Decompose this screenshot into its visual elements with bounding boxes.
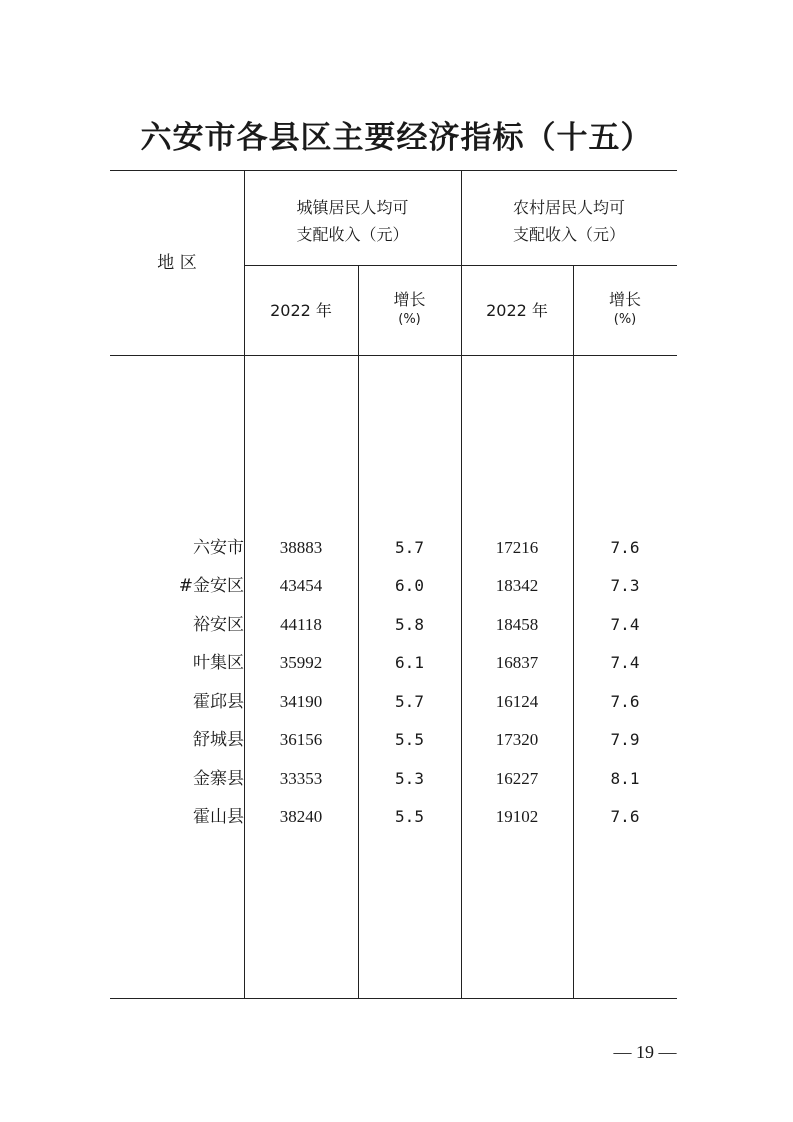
rural-income-cell: 16837 — [495, 653, 539, 672]
rural-growth-cell: 7.4 — [610, 653, 640, 672]
header-rural-growth — [573, 290, 677, 330]
rural-growth-cell: 8.1 — [610, 769, 640, 788]
table-row — [110, 725, 677, 755]
table-row — [110, 571, 677, 601]
header-urban-year: 2022 年 — [270, 301, 332, 320]
header-rural-growth-label: 增长 — [608, 290, 641, 309]
urban-growth-cell: 5.5 — [395, 730, 424, 749]
urban-growth-cell: 5.7 — [395, 538, 424, 557]
region-cell: 霍邱县 — [193, 692, 244, 712]
header-rural-year: 2022 年 — [486, 301, 548, 320]
table-row — [110, 610, 677, 640]
urban-growth-cell: 5.5 — [395, 807, 424, 826]
header-urban-growth — [358, 290, 461, 330]
region-cell: #金安区 — [178, 576, 244, 596]
header-rural-income — [461, 194, 677, 248]
table-top-rule — [110, 170, 677, 171]
table-row — [110, 764, 677, 794]
urban-income-cell: 35992 — [279, 653, 323, 672]
rural-growth-cell: 7.3 — [610, 576, 640, 595]
table-row — [110, 687, 677, 717]
table-row — [110, 802, 677, 832]
rural-income-cell: 17320 — [495, 730, 539, 749]
urban-growth-cell: 6.1 — [395, 653, 424, 672]
table-row — [110, 533, 677, 563]
rural-growth-cell: 7.6 — [610, 692, 640, 711]
region-cell: 裕安区 — [193, 615, 244, 635]
urban-growth-cell: 5.7 — [395, 692, 424, 711]
header-region: 地 区 — [157, 253, 197, 273]
rural-growth-cell: 7.9 — [610, 730, 640, 749]
urban-income-cell: 43454 — [279, 576, 323, 595]
header-urban-growth-unit: (%) — [398, 312, 421, 327]
rural-income-cell: 19102 — [495, 807, 539, 826]
rural-income-cell: 16227 — [495, 769, 539, 788]
urban-income-cell: 34190 — [279, 692, 323, 711]
header-rural-line2: 支配收入（元） — [512, 225, 625, 244]
page-number: — 19 — — [613, 1042, 677, 1062]
rural-income-cell: 17216 — [495, 538, 539, 557]
region-cell: 舒城县 — [193, 730, 244, 750]
header-urban-growth-label: 增长 — [393, 290, 426, 309]
table-bottom-rule — [110, 998, 677, 999]
rural-growth-cell: 7.6 — [610, 538, 640, 557]
header-urban-line2: 支配收入（元） — [296, 225, 409, 244]
table-row — [110, 648, 677, 678]
urban-income-cell: 38883 — [279, 538, 323, 557]
page-title: 六安市各县区主要经济指标（十五） — [140, 120, 653, 156]
urban-growth-cell: 5.8 — [395, 615, 424, 634]
region-cell: 金寨县 — [193, 769, 244, 789]
region-cell: 六安市 — [193, 538, 244, 558]
rural-growth-cell: 7.4 — [610, 615, 640, 634]
rural-income-cell: 18458 — [495, 615, 539, 634]
urban-growth-cell: 6.0 — [395, 576, 424, 595]
urban-growth-cell: 5.3 — [395, 769, 424, 788]
region-cell: 霍山县 — [193, 807, 244, 827]
header-rural-growth-unit: (%) — [613, 312, 637, 327]
rural-growth-cell: 7.6 — [610, 807, 640, 826]
header-urban-line1: 城镇居民人均可 — [296, 198, 409, 217]
rural-income-cell: 16124 — [495, 692, 539, 711]
urban-income-cell: 38240 — [279, 807, 323, 826]
rural-income-cell: 18342 — [495, 576, 539, 595]
urban-income-cell: 36156 — [279, 730, 323, 749]
urban-income-cell: 44118 — [280, 615, 322, 634]
header-urban-income — [244, 194, 461, 248]
header-bottom-rule — [110, 355, 677, 356]
header-rural-line1: 农村居民人均可 — [512, 198, 625, 217]
urban-income-cell: 33353 — [279, 769, 323, 788]
region-cell: 叶集区 — [193, 653, 244, 673]
